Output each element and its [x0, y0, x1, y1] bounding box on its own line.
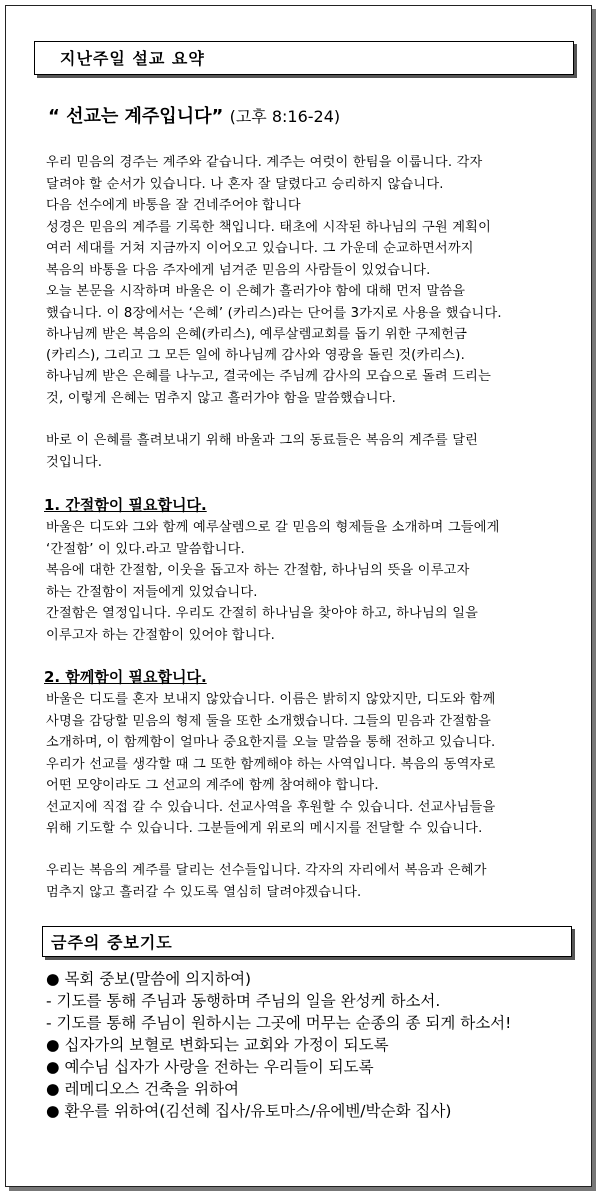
- body-line: 여러 세대를 거쳐 지금까지 이어오고 있습니다. 그 가운데 순교하면서까지: [46, 241, 474, 256]
- body-line: 것입니다.: [46, 455, 103, 470]
- prayer-item: ● 예수님 십자가 사랑을 전하는 우리들이 되도록: [46, 1058, 374, 1076]
- body-line: 달려야 할 순서가 있습니다. 나 혼자 잘 달렸다고 승리하지 않습니다.: [46, 177, 444, 192]
- body-line: 오늘 본문을 시작하며 바울은 이 은혜가 흘러가야 함에 대해 먼저 말씀을: [46, 284, 466, 299]
- prayer-item: ● 환우를 위하여(김선혜 집사/유토마스/유에벤/박순화 집사): [46, 1102, 452, 1120]
- point1-line: 복음에 대한 간절함, 이웃을 돕고자 하는 간절함, 하나님의 뜻을 이루고자: [46, 563, 470, 578]
- point2-line: 멈추지 않고 흘러갈 수 있도록 열심히 달려야겠습니다.: [46, 885, 362, 900]
- body-line: 것, 이렇게 은혜는 멈추지 않고 흘러가야 함을 말씀했습니다.: [46, 391, 397, 406]
- point2-line: 사명을 감당할 믿음의 형제 둘을 또한 소개했습니다. 그들의 믿음과 간절함을: [46, 714, 492, 729]
- body-line: 복음의 바통을 다음 주자에게 넘겨준 믿음의 사람들이 있었습니다.: [46, 263, 431, 278]
- prayer-item: ● 목회 중보(말씀에 의지하여): [46, 970, 252, 988]
- point2-line: 소개하며, 이 함께함이 얼마나 중요한지를 오늘 말씀을 통해 전하고 있습니다.: [46, 735, 496, 750]
- prayer-item: ● 십자가의 보혈로 변화되는 교회와 가정이 되도록: [46, 1036, 389, 1054]
- point2-line: 어떤 모양이라도 그 선교의 계주에 함께 참여해야 합니다.: [46, 778, 379, 793]
- point1-line: 이루고자 하는 간절함이 있어야 합니다.: [46, 628, 275, 643]
- body-line: 했습니다. 이 8장에서는 ‘은혜’ (카리스)라는 단어를 3가지로 사용을 했습니다.: [46, 306, 502, 321]
- point1-line: 하는 간절함이 저들에게 있었습니다.: [46, 585, 258, 600]
- point1-line: 간절함은 열정입니다. 우리도 간절히 하나님을 찾아야 하고, 하나님의 일을: [46, 606, 479, 621]
- point1-heading: 1. 간절함이 필요합니다.: [44, 496, 207, 514]
- point2-line: 위해 기도할 수 있습니다. 그분들에게 위로의 메시지를 전달할 수 있습니다.: [46, 821, 483, 836]
- sermon-title-main: “ 선교는 계주입니다”: [48, 106, 224, 127]
- prayer-header: 금주의 중보기도: [42, 926, 572, 957]
- body-line: 하나님께 받은 은혜를 나누고, 결국에는 주님께 감사의 모습으로 돌려 드리는: [46, 369, 492, 384]
- prayer-item: - 기도를 통해 주님이 원하시는 그곳에 머무는 순종의 종 되게 하소서!: [46, 1014, 512, 1032]
- sermon-summary-header: 지난주일 설교 요약: [34, 41, 574, 75]
- point2-heading: 2. 함께함이 필요합니다.: [44, 668, 207, 686]
- bulletin-page: [5, 5, 592, 1187]
- body-line: 성경은 믿음의 계주를 기록한 책입니다. 태초에 시작된 하나님의 구원 계획이: [46, 220, 492, 235]
- prayer-item: ● 레메디오스 건축을 위하여: [46, 1080, 240, 1098]
- prayer-item: - 기도를 통해 주님과 동행하며 주님의 일을 완성케 하소서.: [46, 992, 441, 1010]
- sermon-title: [48, 102, 340, 128]
- body-line: 바로 이 은혜를 흘려보내기 위해 바울과 그의 동료들은 복음의 계주를 달린: [46, 433, 479, 448]
- point2-line: 선교지에 직접 갈 수 있습니다. 선교사역을 후원할 수 있습니다. 선교사님들을: [46, 800, 496, 815]
- point2-line: 우리는 복음의 계주를 달리는 선수들입니다. 각자의 자리에서 복음과 은혜가: [46, 863, 487, 878]
- point1-line: ‘간절함’ 이 있다.라고 말씀합니다.: [46, 542, 245, 557]
- sermon-scripture-ref: (고후 8:16-24): [229, 107, 341, 126]
- body-line: 우리 믿음의 경주는 계주와 같습니다. 계주는 여럿이 한팀을 이룹니다. 각자: [46, 155, 483, 170]
- point2-line: 바울은 디도를 혼자 보내지 않았습니다. 이름은 밝히지 않았지만, 디도와 함께: [46, 692, 496, 707]
- body-line: 다음 선수에게 바통을 잘 건네주어야 합니다: [46, 198, 301, 213]
- body-line: (카리스), 그리고 그 모든 일에 하나님께 감사와 영광을 돌린 것(카리스).: [46, 348, 466, 363]
- body-line: 하나님께 받은 복음의 은혜(카리스), 예루살렘교회를 돕기 위한 구제헌금: [46, 327, 468, 342]
- point1-line: 바울은 디도와 그와 함께 예루살렘으로 갈 믿음의 형제들을 소개하며 그들에게: [46, 520, 500, 535]
- point2-line: 우리가 선교를 생각할 때 그 또한 함께해야 하는 사역입니다. 복음의 동역자로: [46, 757, 496, 772]
